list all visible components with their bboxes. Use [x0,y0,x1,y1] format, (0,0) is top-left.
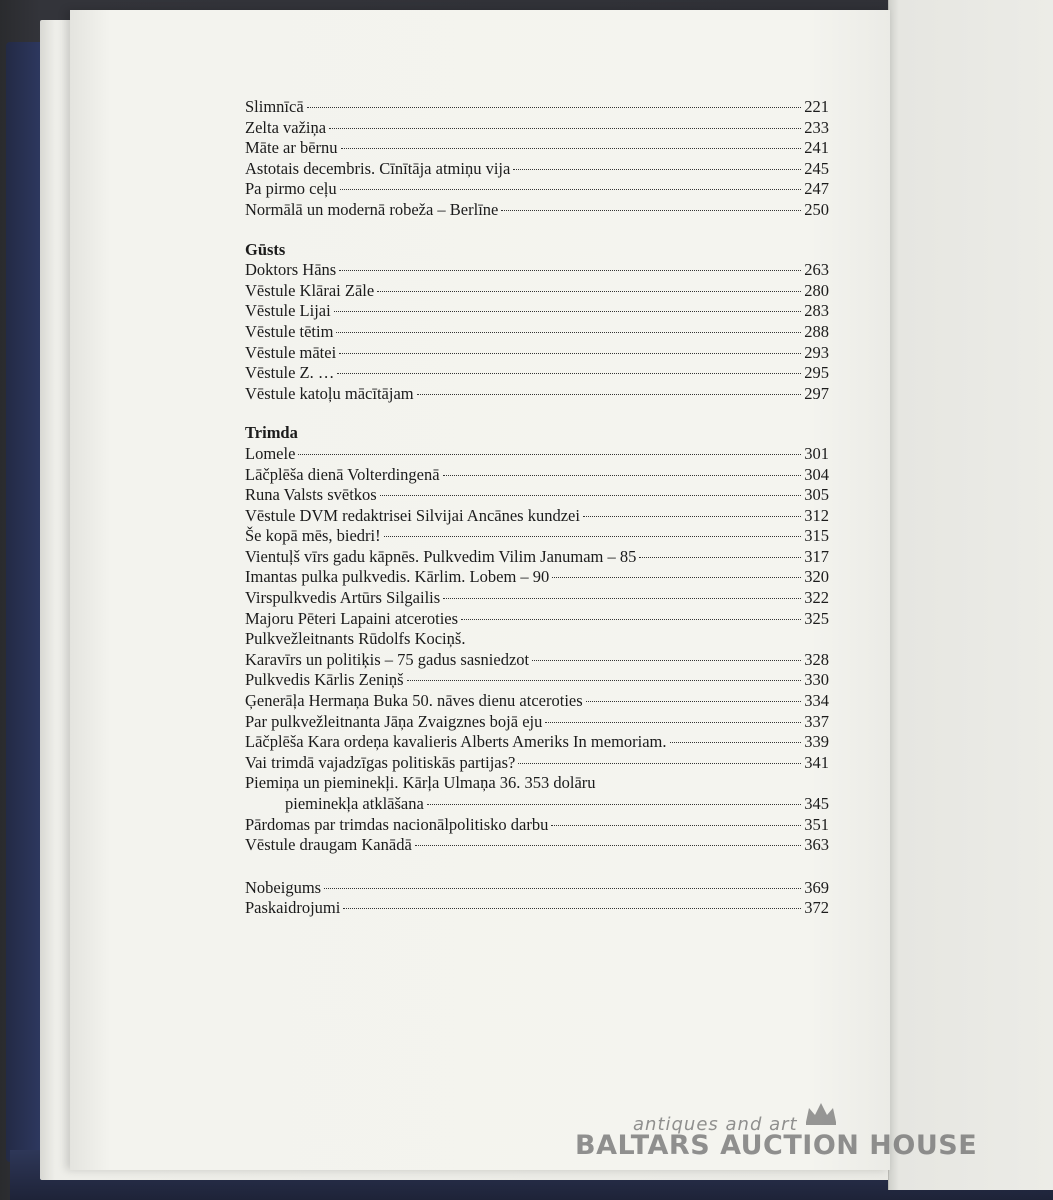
toc-group-top [245,97,829,221]
toc-entry-page: 325 [804,608,829,628]
toc-entry [245,712,829,733]
table-of-contents [245,97,829,919]
toc-entry-page: 369 [804,877,829,897]
toc-entry [245,773,829,794]
toc-entry-title: Zelta važiņa [245,117,327,137]
toc-entry [245,200,829,221]
section-heading-gusts: Gūsts [245,239,286,259]
toc-entry-title: Pārdomas par trimdas nacionālpolitisko darbu [245,814,549,834]
dot-leader [415,845,801,846]
toc-group-end [245,878,829,919]
toc-entry-title: Vēstule draugam Kanādā [245,835,412,855]
toc-entry-page: 304 [804,464,829,484]
dot-leader [427,804,801,805]
toc-entry [245,301,829,322]
dot-leader [307,107,802,108]
toc-entry [245,835,829,856]
dot-leader [461,619,801,620]
section-gap [245,856,829,878]
toc-entry [245,485,829,506]
toc-entry [245,97,829,118]
toc-entry-title: Paskaidrojumi [245,898,341,918]
toc-entry-page: 317 [804,546,829,566]
dot-leader [501,210,801,211]
toc-entry [245,794,829,815]
toc-entry [245,506,829,527]
toc-entry-page: 320 [804,567,829,587]
dot-leader [337,373,801,374]
toc-entry-title: pieminekļa atklāšana [285,794,424,813]
toc-entry-page: 328 [804,649,829,669]
toc-entry [245,878,829,899]
toc-entry [245,118,829,139]
toc-entry-page: 263 [804,260,829,280]
toc-entry [245,384,829,405]
dot-leader [324,888,801,889]
toc-entry [245,567,829,588]
toc-entry-page: 363 [804,835,829,855]
toc-entry-page: 322 [804,588,829,608]
crown-icon [803,1100,839,1126]
toc-entry-page: 315 [804,526,829,546]
toc-entry-title: Normālā un modernā robeža – Berlīne [245,199,499,219]
toc-group-gusts [245,260,829,404]
toc-entry-title: Par pulkvežleitnanta Jāņa Zvaigznes bojā eju [245,711,543,731]
dot-leader [518,763,801,764]
toc-entry-title: Pulkvežleitnants Rūdolfs Kociņš. [245,629,466,649]
toc-entry-page: 301 [804,443,829,463]
dot-leader [407,680,802,681]
toc-entry [245,343,829,364]
toc-entry-title: Doktors Hāns [245,260,337,280]
toc-entry-title: Še kopā mēs, biedri! [245,526,381,546]
dot-leader [334,311,802,312]
dot-leader [377,291,801,292]
toc-entry [245,465,829,486]
dot-leader [551,825,801,826]
toc-entry-title: Virspulkvedis Artūrs Silgailis [245,588,441,608]
toc-entry [245,898,829,919]
toc-entry-title: Vai trimdā vajadzīgas politiskās partijas? [245,752,516,772]
dot-leader [384,536,802,537]
toc-entry-title: Nobeigums [245,877,322,897]
toc-entry-title: Vēstule Klārai Zāle [245,280,375,300]
dot-leader [552,577,801,578]
dot-leader [513,169,801,170]
toc-entry-title: Vēstule mātei [245,342,337,362]
toc-entry [245,588,829,609]
dot-leader [339,353,801,354]
toc-entry-page: 283 [804,301,829,321]
facing-page [888,0,1053,1190]
toc-entry-page: 351 [804,814,829,834]
toc-entry-page: 337 [804,711,829,731]
toc-entry [245,444,829,465]
dot-leader [417,394,802,395]
watermark-brand: BALTARS AUCTION HOUSE [575,1130,978,1161]
toc-entry [245,629,829,650]
toc-entry [245,138,829,159]
dot-leader [532,660,801,661]
dot-leader [380,495,802,496]
toc-entry-title: Pa pirmo ceļu [245,179,337,199]
toc-entry-page: 288 [804,321,829,341]
dot-leader [343,908,801,909]
watermark-tagline: antiques and art [633,1114,798,1135]
toc-entry-page: 334 [804,691,829,711]
toc-entry-page: 241 [804,138,829,158]
toc-entry-title: Lomele [245,443,296,463]
toc-entry-page: 295 [804,363,829,383]
toc-entry [245,691,829,712]
dot-leader [583,516,801,517]
toc-entry-title: Vēstule DVM redaktrisei Silvijai Ancānes kundzei [245,505,580,525]
dot-leader [341,148,802,149]
toc-entry [245,815,829,836]
toc-entry-page: 280 [804,280,829,300]
toc-entry-page: 247 [804,179,829,199]
toc-entry-title: Vēstule katoļu mācītājam [245,383,414,403]
toc-entry-title: Vēstule Z. … [245,363,335,383]
toc-entry [245,322,829,343]
toc-entry [245,670,829,691]
dot-leader [339,270,801,271]
dot-leader [545,722,801,723]
toc-entry [245,159,829,180]
toc-entry-title: Astotais decembris. Cīnītāja atmiņu vija [245,158,511,178]
toc-entry [245,547,829,568]
toc-entry [245,753,829,774]
dot-leader [340,189,802,190]
dot-leader [670,742,802,743]
section-heading-trimda: Trimda [245,423,298,443]
toc-entry-page: 305 [804,485,829,505]
toc-entry-page: 250 [804,199,829,219]
toc-entry-title: Pulkvedis Kārlis Zeniņš [245,670,404,690]
toc-entry-page: 293 [804,342,829,362]
toc-entry [245,650,829,671]
dot-leader [443,475,802,476]
dot-leader [639,557,801,558]
toc-entry-title: Vēstule tētim [245,321,334,341]
toc-entry-title: Lāčplēša Kara ordeņa kavalieris Alberts Ameriks In memoriam. [245,732,667,752]
toc-entry-title: Karavīrs un politiķis – 75 gadus sasniedzot [245,649,530,669]
toc-entry [245,179,829,200]
toc-entry [245,732,829,753]
dot-leader [298,454,801,455]
toc-entry-page: 330 [804,670,829,690]
toc-entry-page: 297 [804,383,829,403]
toc-entry-page: 345 [804,794,829,813]
toc-entry-title: Māte ar bērnu [245,138,338,158]
toc-entry [245,526,829,547]
dot-leader [443,598,801,599]
toc-entry [245,363,829,384]
toc-entry [245,609,829,630]
toc-entry-title: Piemiņa un pieminekļi. Kārļa Ulmaņa 36. 353 dolāru [245,773,596,793]
toc-entry-page: 221 [804,97,829,116]
toc-entry-title: Lāčplēša dienā Volterdingenā [245,464,440,484]
toc-entry-title: Ģenerāļa Hermaņa Buka 50. nāves dienu atceroties [245,691,583,711]
toc-entry-title: Slimnīcā [245,97,304,116]
toc-entry-page: 233 [804,117,829,137]
toc-entry-page: 341 [804,752,829,772]
toc-entry-title: Imantas pulka pulkvedis. Kārlim. Lobem – 90 [245,567,550,587]
toc-entry-page: 245 [804,158,829,178]
toc-entry-page: 372 [804,898,829,918]
toc-group-trimda [245,444,829,856]
toc-entry-page: 339 [804,732,829,752]
toc-entry-title: Majoru Pēteri Lapaini atceroties [245,608,459,628]
dot-leader [329,128,801,129]
dot-leader [336,332,801,333]
toc-entry-title: Vēstule Lijai [245,301,331,321]
dot-leader [586,701,802,702]
toc-entry [245,260,829,281]
toc-entry [245,281,829,302]
auction-house-watermark [575,1100,978,1170]
toc-entry-title: Runa Valsts svētkos [245,485,377,505]
toc-entry-title: Vientuļš vīrs gadu kāpnēs. Pulkvedim Vilim Janumam – 85 [245,546,637,566]
toc-entry-page: 312 [804,505,829,525]
